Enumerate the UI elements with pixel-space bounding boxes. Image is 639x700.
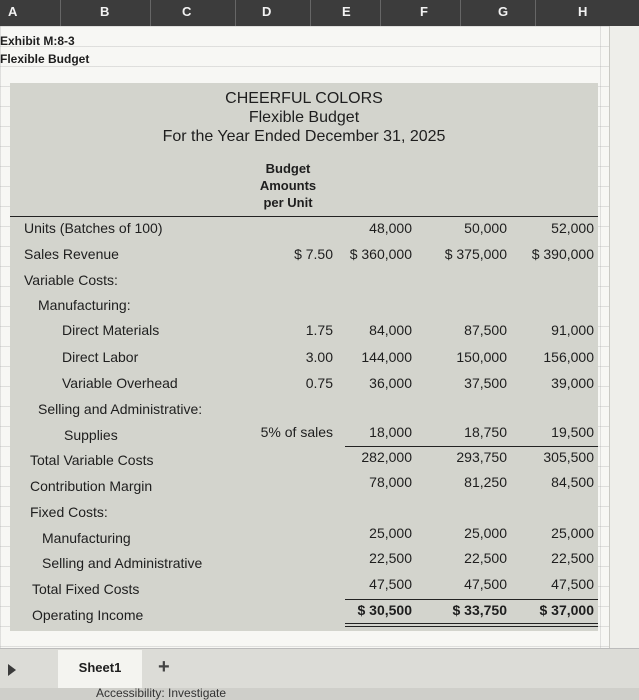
budget-header-line-2: Amounts — [259, 178, 317, 193]
contribution-margin-value-3[interactable]: 84,500 — [551, 474, 594, 490]
contribution-margin-value-1[interactable]: 78,000 — [369, 474, 412, 490]
direct-materials-label[interactable]: Direct Materials — [62, 322, 160, 338]
direct-materials-value-1[interactable]: 84,000 — [369, 322, 412, 338]
sales-value-2[interactable]: $ 375,000 — [444, 246, 507, 262]
company-name: CHEERFUL COLORS — [225, 90, 383, 107]
selling-admin-label[interactable]: Selling and Administrative: — [38, 401, 203, 417]
budget-header-line-1: Budget — [265, 161, 311, 176]
supplies-label[interactable]: Supplies — [64, 427, 118, 443]
fixed-selling-admin-value-2[interactable]: 22,500 — [464, 550, 507, 566]
sheet-subtitle[interactable]: Flexible Budget — [0, 52, 90, 66]
direct-labor-label[interactable]: Direct Labor — [62, 349, 139, 365]
column-header-h[interactable]: H — [578, 4, 588, 19]
sales-value-3[interactable]: $ 390,000 — [531, 246, 594, 262]
exhibit-label[interactable]: Exhibit M:8-3 — [0, 34, 75, 48]
total-fixed-costs-label[interactable]: Total Fixed Costs — [32, 581, 140, 597]
units-value-1[interactable]: 48,000 — [369, 220, 412, 236]
add-sheet-button[interactable]: + — [158, 656, 170, 678]
fixed-manufacturing-value-1[interactable]: 25,000 — [369, 525, 412, 541]
total-fixed-costs-value-2[interactable]: 47,500 — [464, 576, 507, 592]
operating-income-value-1[interactable]: $ 30,500 — [357, 602, 412, 618]
direct-labor-value-2[interactable]: 150,000 — [456, 349, 507, 365]
column-header-e[interactable]: E — [342, 4, 351, 19]
manufacturing-label[interactable]: Manufacturing: — [38, 297, 131, 313]
total-fixed-costs-value-3[interactable]: 47,500 — [551, 576, 594, 592]
income-double-rule-2 — [345, 626, 598, 627]
variable-overhead-value-3[interactable]: 39,000 — [551, 375, 594, 391]
direct-materials-value-2[interactable]: 87,500 — [464, 322, 507, 338]
report-period: For the Year Ended December 31, 2025 — [162, 128, 446, 145]
column-header-bar — [0, 0, 639, 26]
income-double-rule-1 — [345, 623, 598, 624]
sales-label[interactable]: Sales Revenue — [24, 246, 119, 262]
direct-materials-budget[interactable]: 1.75 — [305, 322, 333, 338]
header-rule — [10, 216, 598, 217]
fixed-costs-label[interactable]: Fixed Costs: — [30, 504, 108, 520]
fixed-manufacturing-value-3[interactable]: 25,000 — [551, 525, 594, 541]
total-fixed-costs-value-1[interactable]: 47,500 — [369, 576, 412, 592]
supplies-value-1[interactable]: 18,000 — [369, 424, 412, 440]
column-header-b[interactable]: B — [100, 4, 110, 19]
total-variable-costs-value-2[interactable]: 293,750 — [456, 449, 507, 465]
variable-costs-label[interactable]: Variable Costs: — [24, 272, 118, 288]
variable-overhead-label[interactable]: Variable Overhead — [62, 375, 178, 391]
direct-labor-value-3[interactable]: 156,000 — [543, 349, 594, 365]
direct-labor-value-1[interactable]: 144,000 — [361, 349, 412, 365]
accessibility-status[interactable]: Accessibility: Investigate — [96, 686, 227, 700]
fixed-manufacturing-label[interactable]: Manufacturing — [42, 530, 131, 546]
fixed-selling-admin-label[interactable]: Selling and Administrative — [42, 555, 203, 571]
column-header-a[interactable]: A — [8, 4, 18, 19]
variable-overhead-value-1[interactable]: 36,000 — [369, 375, 412, 391]
supplies-value-3[interactable]: 19,500 — [551, 424, 594, 440]
column-header-f[interactable]: F — [420, 4, 428, 19]
direct-labor-budget[interactable]: 3.00 — [305, 349, 333, 365]
sales-value-1[interactable]: $ 360,000 — [349, 246, 412, 262]
contribution-margin-label[interactable]: Contribution Margin — [30, 478, 153, 494]
column-header-c[interactable]: C — [182, 4, 192, 19]
direct-materials-value-3[interactable]: 91,000 — [551, 322, 594, 338]
total-variable-costs-label[interactable]: Total Variable Costs — [30, 452, 154, 468]
right-grid-margin — [609, 26, 639, 648]
column-header-d[interactable]: D — [262, 4, 272, 19]
report-title: Flexible Budget — [248, 109, 360, 126]
fixed-manufacturing-value-2[interactable]: 25,000 — [464, 525, 507, 541]
fixed-selling-admin-value-3[interactable]: 22,500 — [551, 550, 594, 566]
total-variable-costs-value-3[interactable]: 305,500 — [543, 449, 594, 465]
total-variable-costs-value-1[interactable]: 282,000 — [361, 449, 412, 465]
units-value-2[interactable]: 50,000 — [464, 220, 507, 236]
units-value-3[interactable]: 52,000 — [551, 220, 594, 236]
units-label[interactable]: Units (Batches of 100) — [24, 220, 163, 236]
variable-costs-rule — [345, 446, 598, 447]
variable-overhead-budget[interactable]: 0.75 — [305, 375, 333, 391]
fixed-selling-admin-value-1[interactable]: 22,500 — [369, 550, 412, 566]
sales-budget[interactable]: $ 7.50 — [294, 246, 333, 262]
sheet-tab-sheet1[interactable]: Sheet1 — [58, 650, 142, 691]
scroll-sheets-icon[interactable] — [8, 664, 16, 676]
contribution-margin-value-2[interactable]: 81,250 — [464, 474, 507, 490]
budget-header-line-3: per Unit — [263, 195, 313, 210]
variable-overhead-value-2[interactable]: 37,500 — [464, 375, 507, 391]
operating-income-value-3[interactable]: $ 37,000 — [539, 602, 594, 618]
column-header-g[interactable]: G — [498, 4, 509, 19]
supplies-budget[interactable]: 5% of sales — [260, 424, 333, 440]
supplies-value-2[interactable]: 18,750 — [464, 424, 507, 440]
fixed-costs-rule — [345, 599, 598, 600]
operating-income-label[interactable]: Operating Income — [32, 607, 144, 623]
operating-income-value-2[interactable]: $ 33,750 — [452, 602, 507, 618]
